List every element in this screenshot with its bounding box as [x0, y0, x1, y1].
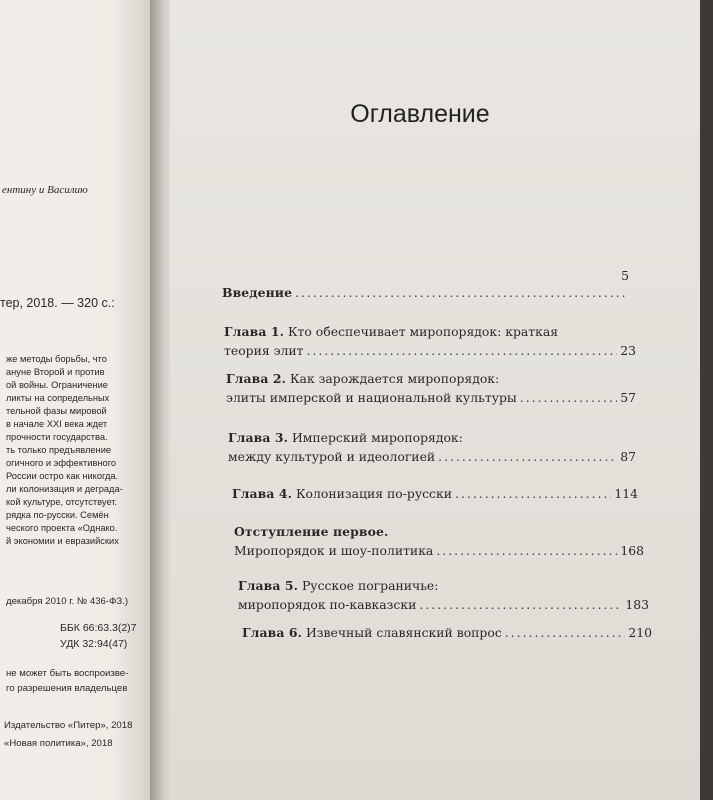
toc-entry-title: Имперский миропорядок:	[291, 430, 463, 445]
toc-entry-title-cont: миропорядок по-кавказски	[238, 597, 417, 612]
left-bibliographic-line: тер, 2018. — 320 с.:	[0, 296, 115, 310]
toc-title: Оглавление	[350, 100, 490, 128]
left-text-line: прочности государства.	[6, 432, 108, 442]
toc-entry-chapter-2	[226, 371, 636, 409]
toc-leader-dots	[436, 543, 617, 558]
toc-entry-title-cont: теория элит	[224, 343, 304, 358]
toc-leader-dots	[419, 597, 622, 612]
toc-entry-chapter-5	[238, 578, 649, 616]
toc-entry-label: Глава 5.	[238, 578, 299, 593]
page-edge-shadow	[700, 0, 713, 800]
toc-entry-chapter-4	[232, 486, 638, 505]
left-page	[0, 0, 160, 800]
left-text-line: России остро как никогда.	[6, 471, 119, 481]
toc-entry-title: Колонизация по-русски	[295, 486, 453, 501]
left-text-line: ануне Второй и против	[6, 367, 105, 377]
left-text-line: ческого проекта «Однако.	[6, 523, 118, 533]
toc-entry-title: Извечный славянский вопрос	[305, 625, 502, 640]
toc-entry-title-cont: Миропорядок и шоу-политика	[234, 543, 434, 558]
toc-page-number: 168	[620, 543, 644, 558]
toc-entry-label: Глава 3.	[228, 430, 289, 445]
left-text-line: в начале XXI века ждет	[6, 419, 108, 429]
toc-entry-title-cont: элиты имперской и национальной культуры	[226, 390, 517, 405]
toc-leader-dots	[520, 390, 617, 405]
toc-entry-title-cont: между культурой и идеологией	[228, 449, 436, 464]
toc-entry-label: Отступление первое.	[234, 524, 389, 539]
left-text-line: ли колонизация и деграда-	[6, 484, 123, 494]
left-text-line: огичного и эффективного	[6, 458, 117, 468]
toc-page-number: 210	[628, 625, 652, 640]
left-copyright-line: «Новая политика», 2018	[4, 738, 113, 749]
toc-entry-label: Введение	[222, 285, 293, 300]
left-udk-code: УДК 32:94(47)	[60, 638, 128, 650]
left-copyright-line: Издательство «Питер», 2018	[4, 720, 133, 731]
toc-leader-dots	[505, 625, 626, 640]
toc-page-number: 114	[614, 486, 638, 501]
toc-leader-dots	[295, 285, 626, 300]
left-text-line: же методы борьбы, что	[6, 354, 107, 364]
toc-entry-label: Глава 2.	[226, 371, 287, 386]
left-dedication: ентину и Василию	[2, 184, 88, 196]
left-text-line: й экономии и евразийских	[6, 536, 119, 546]
left-text-line: рядка по-русски. Семён	[6, 510, 109, 520]
toc-page-number: 87	[620, 449, 636, 464]
toc-leader-dots	[455, 486, 611, 501]
toc-entry-label: Глава 6.	[242, 625, 303, 640]
left-text-line: кой культуре, отсутствует.	[6, 497, 118, 507]
left-text-line: ть только предъявление	[6, 445, 112, 455]
toc-page-number: 57	[620, 390, 636, 405]
left-text-line: ликты на сопредельных	[6, 393, 110, 403]
toc-entry-label: Глава 1.	[224, 324, 285, 339]
toc-entry-chapter-6	[242, 625, 652, 644]
toc-entry-digression-1	[234, 524, 644, 562]
left-text-line: ой войны. Ограничение	[6, 380, 108, 390]
toc-entry-label: Глава 4.	[232, 486, 293, 501]
toc-entry-chapter-3	[228, 430, 636, 468]
toc-entry-introduction	[222, 268, 629, 304]
left-rights-line: не может быть воспроизве-	[6, 668, 129, 679]
left-bbk-code: ББК 66:63.3(2)7	[60, 622, 137, 634]
toc-entry-title: Русское пограничье:	[301, 578, 439, 593]
toc-page-number: 183	[625, 597, 649, 612]
toc-page-number: 23	[620, 343, 636, 358]
toc-entry-title: Кто обеспечивает миропорядок: краткая	[287, 324, 559, 339]
left-rights-line: го разрешения владельцев	[6, 683, 128, 694]
toc-leader-dots	[438, 449, 617, 464]
left-law-reference: декабря 2010 г. № 436-ФЗ.)	[6, 596, 129, 607]
toc-page-number: 5	[621, 268, 629, 283]
left-text-line: тельной фазы мировой	[6, 406, 107, 416]
toc-leader-dots	[307, 343, 618, 358]
toc-entry-title: Как зарождается миропорядок:	[289, 371, 500, 386]
toc-entry-chapter-1	[224, 324, 636, 362]
